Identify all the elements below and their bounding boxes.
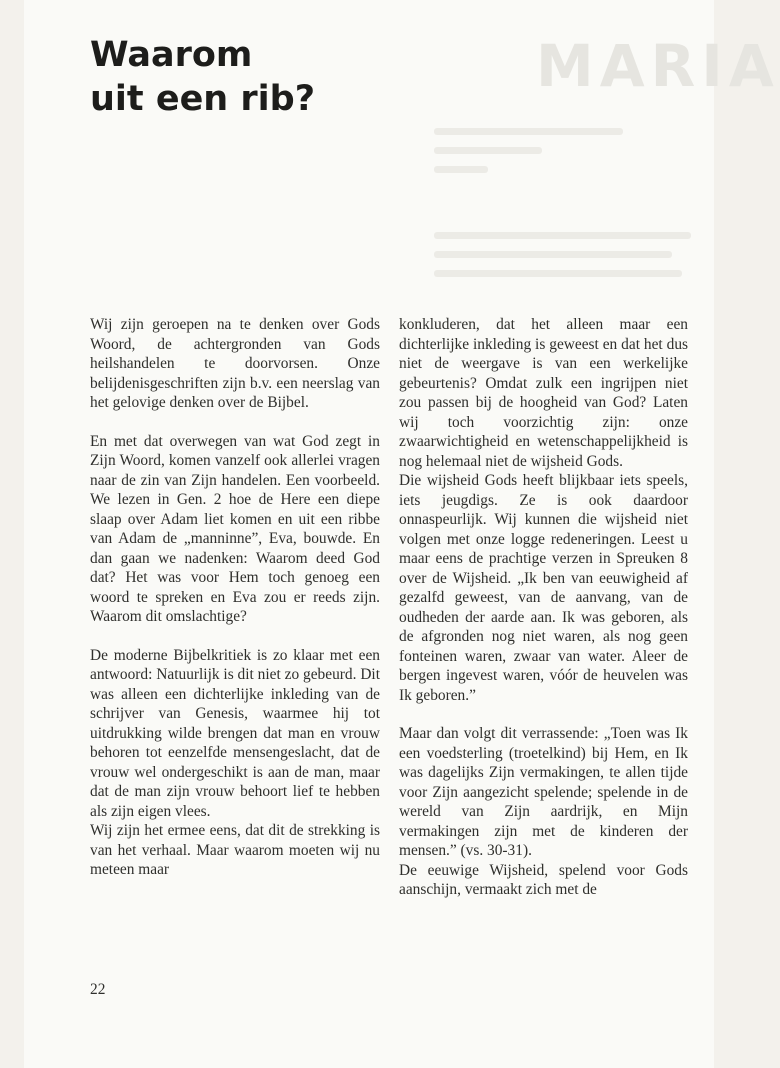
paragraph: De eeuwige Wijsheid, spelend voor Gods aanschijn, vermaakt zich met de [399,861,688,898]
right-column [399,315,688,900]
paragraph: konkluderen, dat het alleen maar een dichterlijke inkleding is geweest en dat het dus niet de weergave is van een werkelijke gebeurtenis? Omdat zulk een ingrijpen niet zou passen bij de hoogheid van God? Laten wij toch voorzichtig zijn: onze zwaarwichtigheid en wetenschappelijkheid is nog helemaal niet de wijsheid Gods. [399,316,688,470]
paragraph: En met dat overwegen van wat God zegt in Zijn Woord, komen vanzelf ook allerlei vragen naar de zin van Zijn handelen. Een voorbeeld. We lezen in Gen. 2 hoe de Here een diepe slaap over Adam liet komen en uit een ribbe van Adam de „manninne”, Eva, bouwde. En dan gaan we nadenken: Waarom deed God dat? Het was voor Hem toch genoeg een woord te spreken en Eva zou er reeds zijn. Waarom dit omslachtige? [90,432,380,625]
article-title-line-2: uit een rib? [90,79,316,119]
page-number: 22 [90,981,106,998]
paragraph: Maar dan volgt dit verrassende: „Toen was Ik een voedsterling (troetelkind) bij Hem, en Ik was dagelijks Zijn vermakingen, te allen tijde voor Zijn aangezicht spelende; spelende in de wereld van Zijn aardrijk, en Mijn vermakingen zijn met de kinderen der mensen.” (vs. 30-31). [399,725,688,859]
article-title-line-1: Waarom [90,35,253,75]
article-title [90,33,315,121]
paragraph: Wij zijn geroepen na te denken over Gods Woord, de achtergronden van Gods heilshandelen te doorvorsen. Onze belijdenisgeschriften zijn b.v. een neerslag van het gelovige denken over de Bijbel. [90,316,380,411]
bleed-through-text [434,128,704,289]
left-column [90,315,380,880]
paragraph: Wij zijn het ermee eens, dat dit de strekking is van het verhaal. Maar waarom moeten wij nu meteen maar [90,822,380,878]
bleed-through-title: MARIA [536,32,780,100]
paragraph: De moderne Bijbelkritiek is zo klaar met een antwoord: Natuurlijk is dit niet zo gebeurd. Dit was alleen een dichterlijke inkleding van de schrijver van Genesis, waarmee hij tot uitdrukking wilde brengen dat man en vrouw behoren tot eenzelfde mensengeslacht, dat de vrouw wel ondergeschikt is aan de man, maar dat de man zijn vrouw behoort lief te hebben als zijn eigen vlees. [90,646,380,820]
paragraph: Die wijsheid Gods heeft blijkbaar iets speels, iets jeugdigs. Ze is ook daardoor onnaspeurlijk. Wij kunnen die wijsheid niet volgen met onze logge redeneringen. Leest u maar eens de prachtige verzen in Spreuken 8 over de Wijsheid. „Ik ben van eeuwigheid af gezalfd geweest, van de aanvang, van de oudheden der aarde aan. Ik was geboren, als de afgronden nog niet waren, als nog geen fonteinen waren, zwaar van water. Aleer de bergen ingevest waren, vóór de heuvelen was Ik geboren.” [399,472,688,704]
